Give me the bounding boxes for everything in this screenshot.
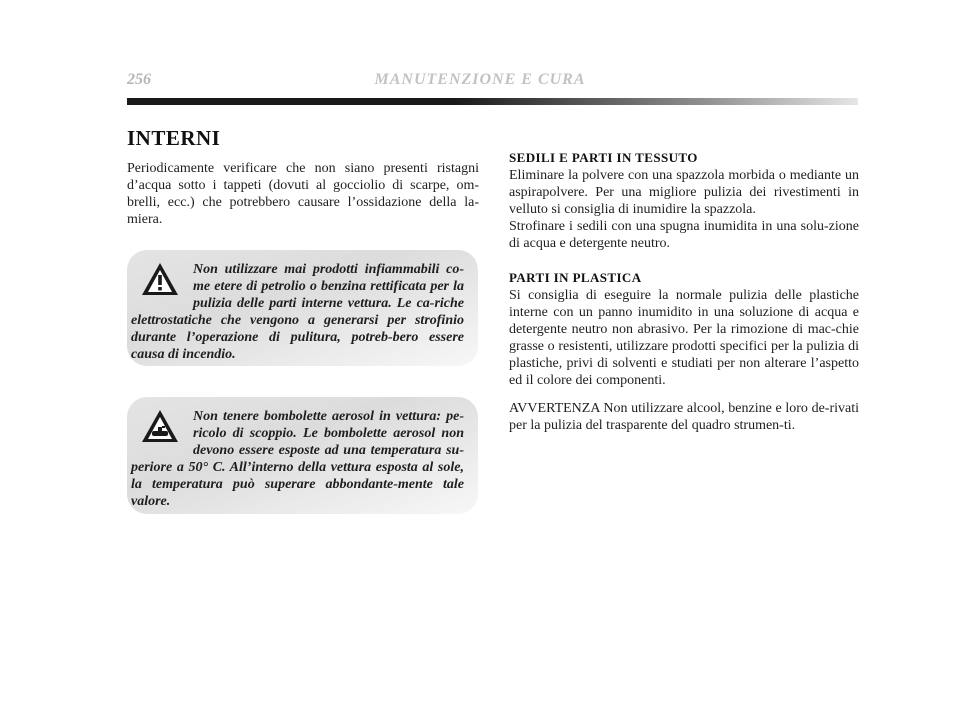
warning-box-flammable xyxy=(127,250,478,366)
warning-triangle-icon xyxy=(141,261,179,297)
plastica-paragraph-1: Si consiglia di eseguire la normale pulizia delle plastiche interne con un panno inumidito in una soluzione di acqua e detergente neutro non abrasivo. Per la rimozione di mac-chie grasse o resistenti, utilizzare prodotti specifici per la pulizia di plastiche, privi di solventi e studiati per non alterare l’aspetto ed il colore dei componenti. xyxy=(509,288,859,388)
warning-box-aerosol xyxy=(127,397,478,514)
sedili-paragraph-2: Strofinare i sedili con una spugna inumidita in una solu-zione di acqua e detergente neutro. xyxy=(509,219,859,251)
header-rule xyxy=(127,98,858,105)
aerosol-can-warning-icon xyxy=(141,408,179,444)
plastica-avvertenza: AVVERTENZA Non utilizzare alcool, benzine e loro de-rivati per la pulizia del trasparente del quadro strumen-ti. xyxy=(509,401,859,433)
left-column xyxy=(127,126,479,228)
running-header: MANUTENZIONE E CURA xyxy=(374,71,586,88)
right-column xyxy=(509,150,859,434)
section-title-interni: INTERNI xyxy=(127,126,221,150)
page-number: 256 xyxy=(127,71,151,88)
section-title-plastica: PARTI IN PLASTICA xyxy=(509,270,642,285)
warning-text-flammable: Non utilizzare mai prodotti infiammabili co-me etere di petrolio o benzina rettificata per la pulizia delle parti interne vettura. Le ca-riche elettrostatiche che vengono a generarsi per strofinio durante l’operazione di pulitura, potreb-bero essere causa di incendio. xyxy=(131,262,464,362)
section-title-sedili: SEDILI E PARTI IN TESSUTO xyxy=(509,150,698,165)
sedili-paragraph-1: Eliminare la polvere con una spazzola morbida o mediante un aspirapolvere. Per una migliore pulizia dei rivestimenti in velluto si consiglia di inumidire la spazzola. xyxy=(509,168,859,217)
interni-paragraph: Periodicamente verificare che non siano presenti ristagni d’acqua sotto i tappeti (dovuti al gocciolio di scarpe, om-brelli, ecc.) che potrebbero causare l’ossidazione della la-miera. xyxy=(127,161,479,227)
warning-text-aerosol: Non tenere bombolette aerosol in vettura: pe-ricolo di scoppio. Le bombolette aerosol non devono essere esposte ad una temperatura su-periore a 50° C. All’interno della vettura esposta al sole, la temperatura può superare abbondante-mente tale valore. xyxy=(131,409,464,509)
